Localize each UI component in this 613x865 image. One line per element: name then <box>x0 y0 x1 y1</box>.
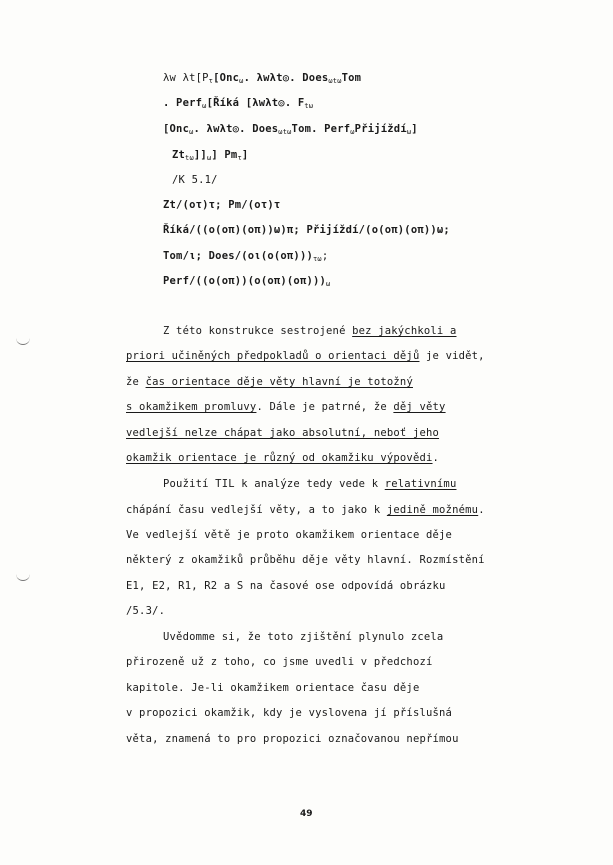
page-number: 49 <box>300 809 313 819</box>
paragraph-1-line-5: vedlejší nelze chápat jako absolutní, neboť jeho <box>126 427 440 439</box>
paragraph-1-line-6: okamžik orientace je různý od okamžiku výpovědi. <box>126 452 440 464</box>
paragraph-2-line-4: některý z okamžiků průběhu děje věty hlavní. Rozmístění <box>126 554 485 566</box>
type-line-1: Zt/(οτ)τ; Pm/(οτ)τ <box>163 199 281 211</box>
paragraph-2-line-6: /5.3/. <box>126 605 166 617</box>
type-line-2: Říká/((ο(οπ)(οπ))ω)π; Přijíždí/(ο(οπ)(οπ))ω; <box>163 224 450 236</box>
paragraph-3-line-2: přirozeně už z toho, co jsme uvedli v předchozí <box>126 656 433 668</box>
paragraph-3-line-3: kapitole. Je-li okamžikem orientace času děje <box>126 682 420 694</box>
margin-mark-top <box>16 336 30 345</box>
paragraph-3-line-5: věta, znamená to pro propozici označovanou nepřímou <box>126 733 459 745</box>
formula-line-2: . Perf$_\omega$[Říká [λwλt◎. $F_{t\omega}$ <box>163 97 314 110</box>
paragraph-3-line-4: v propozici okamžik, kdy je vyslovena jí příslušná <box>126 707 453 719</box>
paragraph-1-line-1: Z této konstrukce sestrojené bez jakýchkoli a <box>163 325 457 337</box>
paragraph-2-line-1: Použití TIL k analýze tedy vede k relativnímu <box>163 478 457 490</box>
paragraph-2-line-5: E1, E2, R1, R2 a S na časové ose odpovídá obrázku <box>126 580 446 592</box>
paragraph-2-line-3: Ve vedlejší větě je proto okamžikem orientace děje <box>126 529 453 541</box>
type-line-3: Tom/ι; Does/$(o\iota(o(o\pi)))_{\tau\omega}$; <box>163 250 329 263</box>
formula-reference: /K 5.1/ <box>172 174 218 186</box>
paragraph-2-line-2: chápání času vedlejší věty, a to jako k jedině možnému. <box>126 504 485 516</box>
formula-line-1: λw $\lambda t[P_\tau[Onc_\omega$. λwλt◎. Does$_{\omega t\omega}$Tom <box>163 72 362 85</box>
paragraph-1-line-2: priori učiněných předpokladů o orientaci dějů je vidět, <box>126 350 485 362</box>
paragraph-3-line-1: Uvědomme si, že toto zjištění plynulo zcela <box>163 631 444 643</box>
paragraph-1-line-3: že čas orientace děje věty hlavní je totožný <box>126 376 413 388</box>
formula-line-4: $Zt_{t\omega}]]_\omega$] $Pm_\tau$] <box>172 149 249 162</box>
margin-mark-bottom <box>16 572 30 581</box>
type-line-4: Perf/$((o(o\pi))(o(o\pi)(o\pi)))_\omega$ <box>163 275 331 288</box>
paragraph-1-line-4: s okamžikem promluvy. Dále je patrné, že děj věty <box>126 401 446 413</box>
formula-line-3: [Onc$_\omega$. λwλt◎. Does$_{\omega t\omega}$Tom. Perf$_\omega$Přijíždí$_\omega$] <box>163 123 418 136</box>
